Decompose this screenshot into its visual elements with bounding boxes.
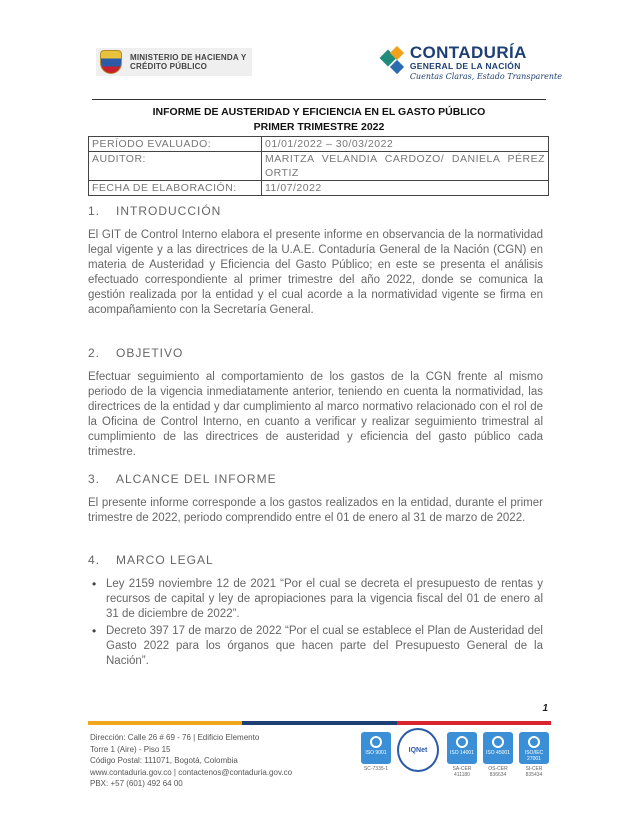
footer-color-bar	[88, 721, 551, 725]
legal-framework-list	[90, 577, 543, 671]
section-heading-alcance	[88, 472, 277, 486]
intro-paragraph: El GIT de Control Interno elabora el presente informe en observancia de la normatividad legal vigente y a las directrices de la U.A.E. Contaduría General de la Nación (CGN) en materia de Austeridad y Eficiencia del Gasto Público; en este se presenta el análisis efectuado correspondiente al primer trimestre del año 2022, donde se comunica la gestión realizada por la entidad y el cual acorde a la normatividad vigente se firma en acompañamiento con la Secretaría General.	[88, 229, 543, 316]
iqnet-icon: IQNet	[397, 728, 439, 772]
section-title: OBJETIVO	[116, 346, 184, 360]
cgn-diamond-icon	[382, 46, 406, 78]
page-number: 1	[542, 703, 548, 714]
alcance-paragraph: El presente informe corresponde a los gastos realizados en la entidad, durante el primer trimestre de 2022, periodo comprendido entre el 01 de enero al 31 de marzo de 2022.	[88, 497, 543, 524]
cgn-title: CONTADURÍA	[409, 43, 527, 62]
footer-web-email[interactable]: www.contaduria.gov.co | contactenos@contaduria.gov.co	[90, 767, 293, 777]
table-row	[89, 181, 549, 196]
page-header	[88, 43, 562, 88]
meta-value: MARITZA VELANDIA CARDOZO/ DANIELA PÉREZ ORTIZ	[262, 152, 549, 181]
footer-phone: PBX: +57 (601) 492 64 00	[90, 779, 183, 788]
coat-of-arms-icon	[100, 50, 122, 74]
meta-value: 01/01/2022 – 30/03/2022	[262, 137, 549, 152]
section-title: MARCO LEGAL	[116, 553, 214, 567]
section-number: 1.	[88, 204, 101, 218]
section-number: 4.	[88, 553, 101, 567]
footer-contact	[90, 732, 292, 790]
cert-badge	[397, 732, 441, 778]
footer-building: Torre 1 (Aire) - Piso 15	[90, 744, 171, 754]
section-title: INTRODUCCIÓN	[116, 204, 222, 218]
header-divider	[92, 99, 546, 100]
ministry-logo	[96, 48, 252, 76]
ministry-name-line2: CRÉDITO PÚBLICO	[130, 62, 208, 71]
footer-postal: Código Postal: 111071, Bogotá, Colombia	[90, 756, 238, 765]
table-row	[89, 152, 549, 181]
meta-value: 11/07/2022	[262, 181, 549, 196]
cert-badge: ISO/IEC 27001 SI-CER 835434	[519, 732, 549, 778]
section-title: ALCANCE DEL INFORME	[116, 472, 277, 486]
icontec-icon: ISO 14001	[447, 732, 477, 764]
section-heading-introduccion	[88, 204, 221, 218]
section-number: 3.	[88, 472, 101, 486]
section-number: 2.	[88, 346, 101, 360]
cert-badge: ISO 9001 SC-7335-1	[361, 732, 391, 778]
list-item: • Ley 2159 noviembre 12 de 2021 “Por el cual se decreta el presupuesto de rentas y recursos de capital y ley de apropiaciones para la vigencia fiscal del 01 de enero al 31 de diciembre de 2022”.	[90, 577, 543, 622]
cgn-logo	[382, 44, 562, 83]
icontec-icon: ISO 45001	[483, 732, 513, 764]
cgn-subtitle: GENERAL DE LA NACIÓN	[409, 61, 521, 71]
icontec-icon: ISO/IEC 27001	[519, 732, 549, 764]
table-row	[89, 137, 549, 152]
document-subtitle: PRIMER TRIMESTRE 2022	[253, 121, 385, 133]
meta-key: PERÍODO EVALUADO:	[89, 137, 262, 152]
certification-badges	[361, 732, 549, 778]
meta-key: AUDITOR:	[89, 152, 262, 181]
cert-badge: ISO 14001 SA-CER 411180	[447, 732, 477, 778]
section-heading-objetivo	[88, 346, 183, 360]
document-title: INFORME DE AUSTERIDAD Y EFICIENCIA EN EL GASTO PÚBLICO	[152, 106, 486, 118]
cgn-slogan: Cuentas Claras, Estado Transparente	[409, 72, 562, 81]
objetivo-paragraph: Efectuar seguimiento al comportamiento de los gastos de la CGN frente al mismo periodo de la vigencia inmediatamente anterior, teniendo en cuenta la normatividad, las directrices de la entidad y dar cumplimiento al marco normativo relacionado con el rol de la Oficina de Control Interno, en cuanto a verificar y realizar seguimiento trimestral al cumplimiento de las directrices de austeridad y eficiencia del gasto público cada trimestre.	[88, 371, 543, 458]
meta-key: FECHA DE ELABORACIÓN:	[89, 181, 262, 196]
section-heading-marco-legal	[88, 553, 214, 567]
cert-badge: ISO 45001 OS-CER 836634	[483, 732, 513, 778]
list-item: • Decreto 397 17 de marzo de 2022 “Por el cual se establece el Plan de Austeridad del Gasto 2022 para los órganos que hacen parte del Presupuesto General de la Nación”.	[90, 624, 543, 669]
ministry-name-line1: MINISTERIO DE HACIENDA Y	[130, 53, 247, 62]
footer-address: Dirección: Calle 26 # 69 - 76 | Edificio Elemento	[90, 733, 260, 742]
icontec-icon: ISO 9001	[361, 732, 391, 764]
report-metadata-table	[88, 136, 549, 196]
